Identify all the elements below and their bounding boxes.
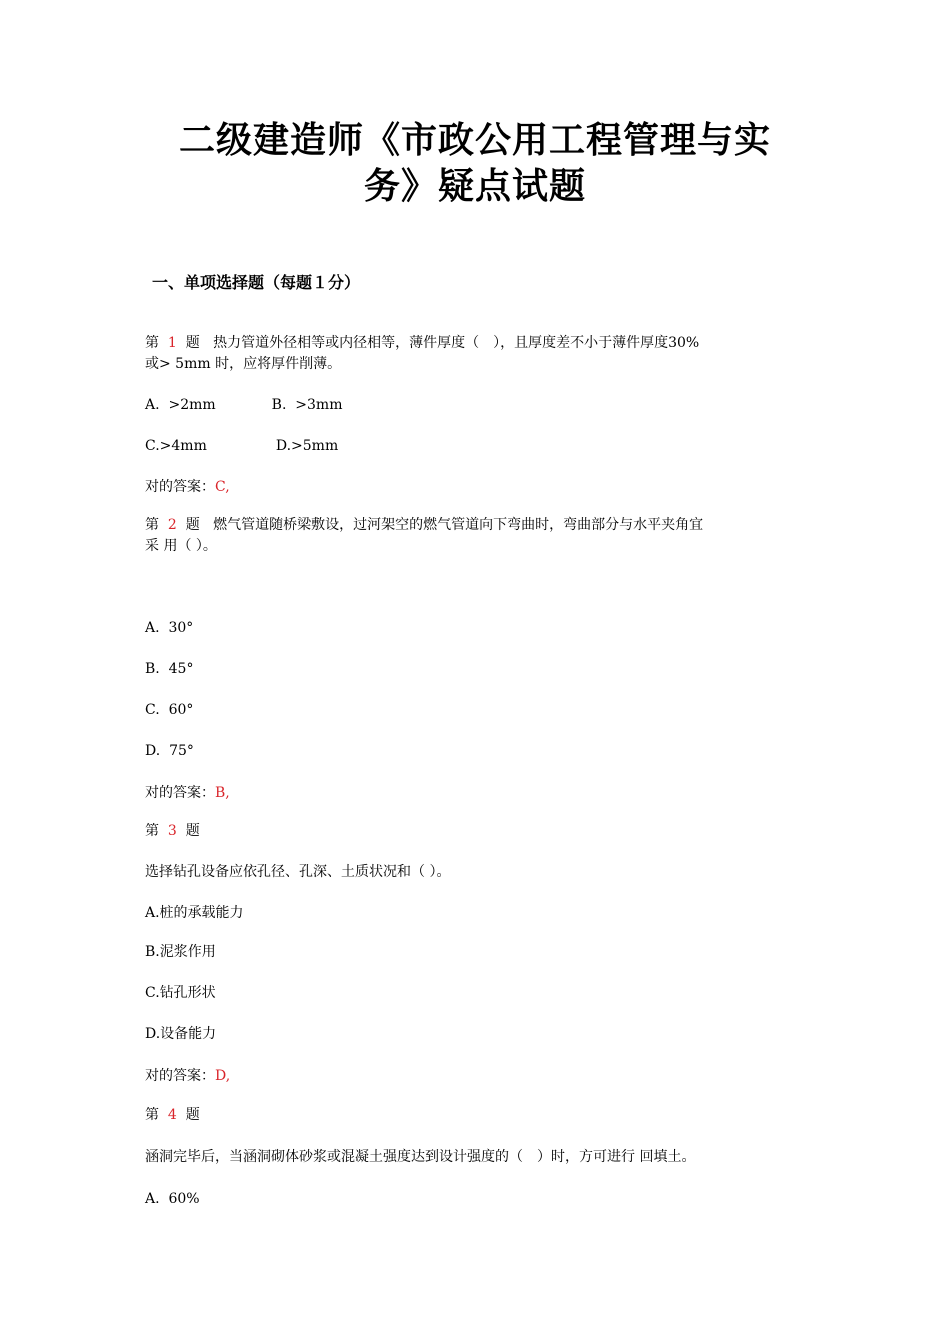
option-a: A. 30° bbox=[145, 620, 194, 636]
question-number: 4 bbox=[167, 1107, 177, 1123]
question-suffix: 题 bbox=[185, 335, 200, 351]
option-c: C.钻孔形状 bbox=[145, 985, 216, 1001]
question-suffix: 题 bbox=[185, 517, 200, 533]
option-b: B.泥浆作用 bbox=[145, 944, 216, 960]
question-1-text-line-1: 热力管道外径相等或内径相等，薄件厚度（ ），且厚度差不小于薄件厚度30% bbox=[213, 335, 700, 351]
option-d: D. 75° bbox=[145, 743, 194, 759]
option-b: B. 45° bbox=[145, 661, 194, 677]
option-c: C.>4mm bbox=[145, 438, 207, 454]
question-3-text: 选择钻孔设备应依孔径、孔深、土质状况和（ ）。 bbox=[145, 864, 451, 880]
option-d: D.>5mm bbox=[275, 438, 339, 454]
question-prefix: 第 bbox=[145, 517, 159, 533]
question-prefix: 第 bbox=[145, 823, 159, 839]
question-number: 3 bbox=[167, 823, 177, 839]
question-number: 2 bbox=[167, 517, 177, 533]
document-title bbox=[120, 118, 830, 210]
question-prefix: 第 bbox=[145, 335, 159, 351]
question-suffix: 题 bbox=[185, 1107, 200, 1123]
title-line-2: 务》疑点试题 bbox=[363, 166, 586, 207]
question-suffix: 题 bbox=[185, 823, 200, 839]
question-2-text-line-2: 采 用（ ）。 bbox=[145, 538, 217, 554]
option-b: B. >3mm bbox=[271, 397, 343, 413]
answer-label: 对的答案： bbox=[145, 479, 215, 495]
question-4-text: 涵洞完毕后，当涵洞砌体砂浆或混凝土强度达到设计强度的（ ）时，方可进行 回填土。 bbox=[145, 1149, 696, 1165]
question-prefix: 第 bbox=[145, 1107, 159, 1123]
question-1-stem bbox=[145, 333, 810, 354]
question-4-header bbox=[145, 1105, 810, 1126]
answer-label: 对的答案： bbox=[145, 1068, 215, 1084]
option-a: A.桩的承载能力 bbox=[145, 905, 244, 921]
question-2-stem bbox=[145, 515, 810, 536]
question-2-answer bbox=[145, 783, 810, 804]
option-a: A. 60% bbox=[145, 1191, 200, 1207]
option-a: A. >2mm bbox=[145, 397, 216, 413]
answer-value: D, bbox=[215, 1068, 231, 1084]
question-1-options-row-2 bbox=[145, 436, 810, 457]
option-c: C. 60° bbox=[145, 702, 194, 718]
title-line-1: 二级建造师《市政公用工程管理与实 bbox=[178, 120, 771, 161]
question-3-header bbox=[145, 821, 810, 842]
question-number: 1 bbox=[167, 335, 177, 351]
answer-label: 对的答案： bbox=[145, 785, 215, 801]
answer-value: C, bbox=[215, 479, 230, 495]
option-d: D.设备能力 bbox=[145, 1026, 217, 1042]
question-1-text-line-2: 或> 5mm 时，应将厚件削薄。 bbox=[145, 356, 342, 372]
question-1-answer bbox=[145, 477, 810, 498]
question-2-text-line-1: 燃气管道随桥梁敷设，过河架空的燃气管道向下弯曲时，弯曲部分与水平夹角宜 bbox=[213, 517, 704, 533]
answer-value: B, bbox=[215, 785, 230, 801]
question-1-options-row-1 bbox=[145, 395, 810, 416]
question-3-answer bbox=[145, 1066, 810, 1087]
section-heading: 一、单项选择题（每题１分） bbox=[152, 273, 361, 292]
